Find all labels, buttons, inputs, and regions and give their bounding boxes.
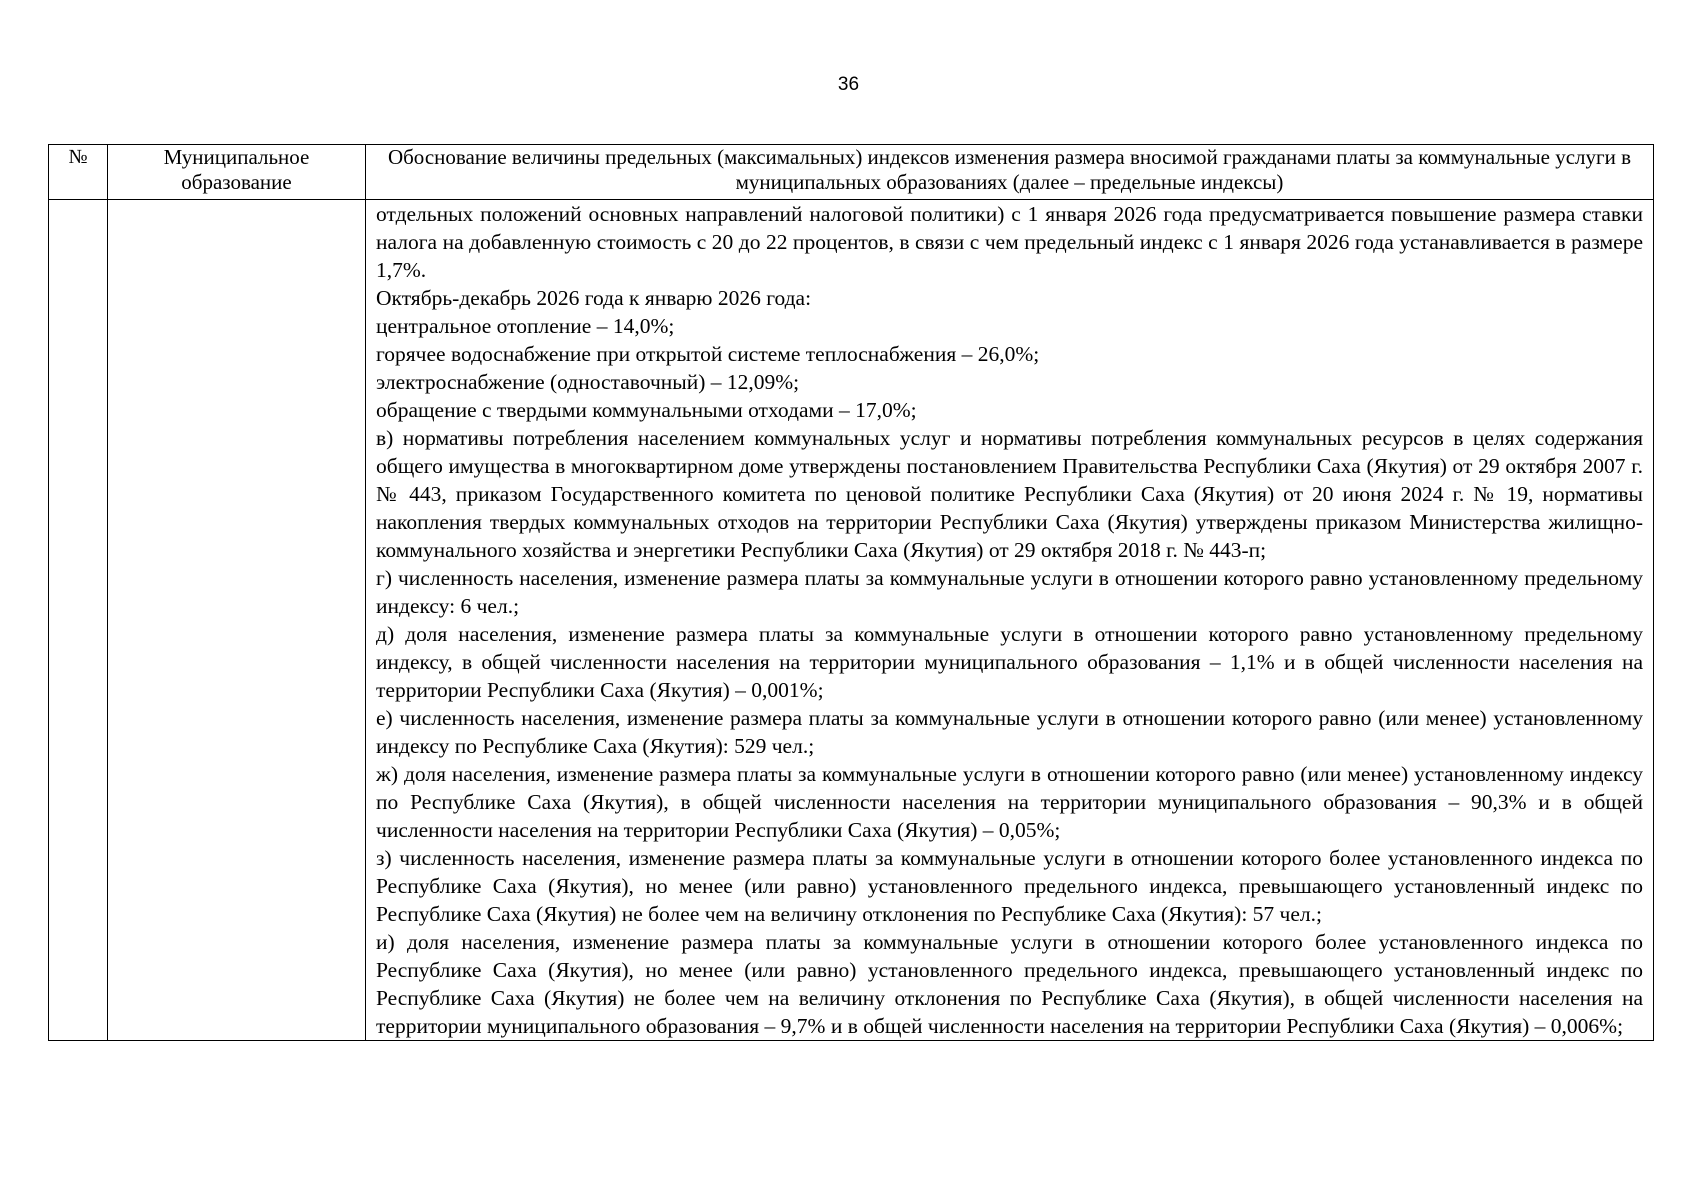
header-municipality: Муниципальное образование: [108, 145, 366, 200]
paragraph: з) численность населения, изменение размера платы за коммунальные услуги в отношении которого более установленного индекса по Республике Саха (Якутия), но менее (или равно) установленного предельного индекса, превышающего установленный индекс по Республике Саха (Якутия) не более чем на величину отклонения по Республике Саха (Якутия): 57 чел.;: [376, 846, 1643, 926]
header-number: №: [49, 145, 108, 200]
paragraph: е) численность населения, изменение размера платы за коммунальные услуги в отношении которого равно (или менее) установленному индексу по Республике Саха (Якутия): 529 чел.;: [376, 706, 1643, 758]
page-number: 36: [837, 74, 860, 95]
table-row: [49, 200, 1654, 1041]
paragraph: ж) доля населения, изменение размера платы за коммунальные услуги в отношении которого равно (или менее) установленному индексу по Республике Саха (Якутия), в общей численности населения на территории муниципального образования – 90,3% и в общей численности населения на территории Республики Саха (Якутия) – 0,05%;: [376, 762, 1643, 842]
paragraph: обращение с твердыми коммунальными отходами – 17,0%;: [376, 398, 917, 422]
paragraph: Октябрь-декабрь 2026 года к январю 2026 года:: [376, 286, 812, 310]
justification-text: [376, 200, 1643, 1040]
paragraph: г) численность населения, изменение размера платы за коммунальные услуги в отношении которого равно установленному предельному индексу: 6 чел.;: [376, 566, 1643, 618]
paragraph: центральное отопление – 14,0%;: [376, 314, 675, 338]
table-header-row: [49, 145, 1654, 200]
row-justification-cell: [366, 200, 1654, 1041]
paragraph: и) доля населения, изменение размера платы за коммунальные услуги в отношении которого более установленного индекса по Республике Саха (Якутия), но менее (или равно) установленного предельного индекса, превышающего установленный индекс по Республике Саха (Якутия) не более чем на величину отклонения по Республике Саха (Якутия), в общей численности населения на территории муниципального образования – 9,7% и в общей численности населения на территории Республики Саха (Якутия) – 0,006%;: [376, 930, 1643, 1038]
paragraph: горячее водоснабжение при открытой системе теплоснабжения – 26,0%;: [376, 342, 1040, 366]
paragraph: д) доля населения, изменение размера платы за коммунальные услуги в отношении которого равно установленному предельному индексу, в общей численности населения на территории муниципального образования – 1,1% и в общей численности населения на территории Республики Саха (Якутия) – 0,001%;: [376, 622, 1643, 702]
paragraph: электроснабжение (одноставочный) – 12,09%;: [376, 370, 800, 394]
indices-table: [48, 144, 1654, 1041]
paragraph: отдельных положений основных направлений налоговой политики) с 1 января 2026 года предусматривается повышение размера ставки налога на добавленную стоимость с 20 до 22 процентов, в связи с чем предельный индекс с 1 января 2026 года устанавливается в размере 1,7%.: [376, 202, 1643, 282]
row-number-cell: [49, 200, 108, 1041]
header-justification: Обоснование величины предельных (максимальных) индексов изменения размера вносимой гражданами платы за коммунальные услуги в муниципальных образованиях (далее – предельные индексы): [366, 145, 1654, 200]
row-municipality-cell: [108, 200, 366, 1041]
paragraph: в) нормативы потребления населением коммунальных услуг и нормативы потребления коммунальных ресурсов в целях содержания общего имущества в многоквартирном доме утверждены постановлением Правительства Республики Саха (Якутия) от 29 октября 2007 г. № 443, приказом Государственного комитета по ценовой политике Республики Саха (Якутия) от 20 июня 2024 г. № 19, нормативы накопления твердых коммунальных отходов на территории Республики Саха (Якутия) утверждены приказом Министерства жилищно-коммунального хозяйства и энергетики Республики Саха (Якутия) от 29 октября 2018 г. № 443-п;: [376, 426, 1643, 562]
